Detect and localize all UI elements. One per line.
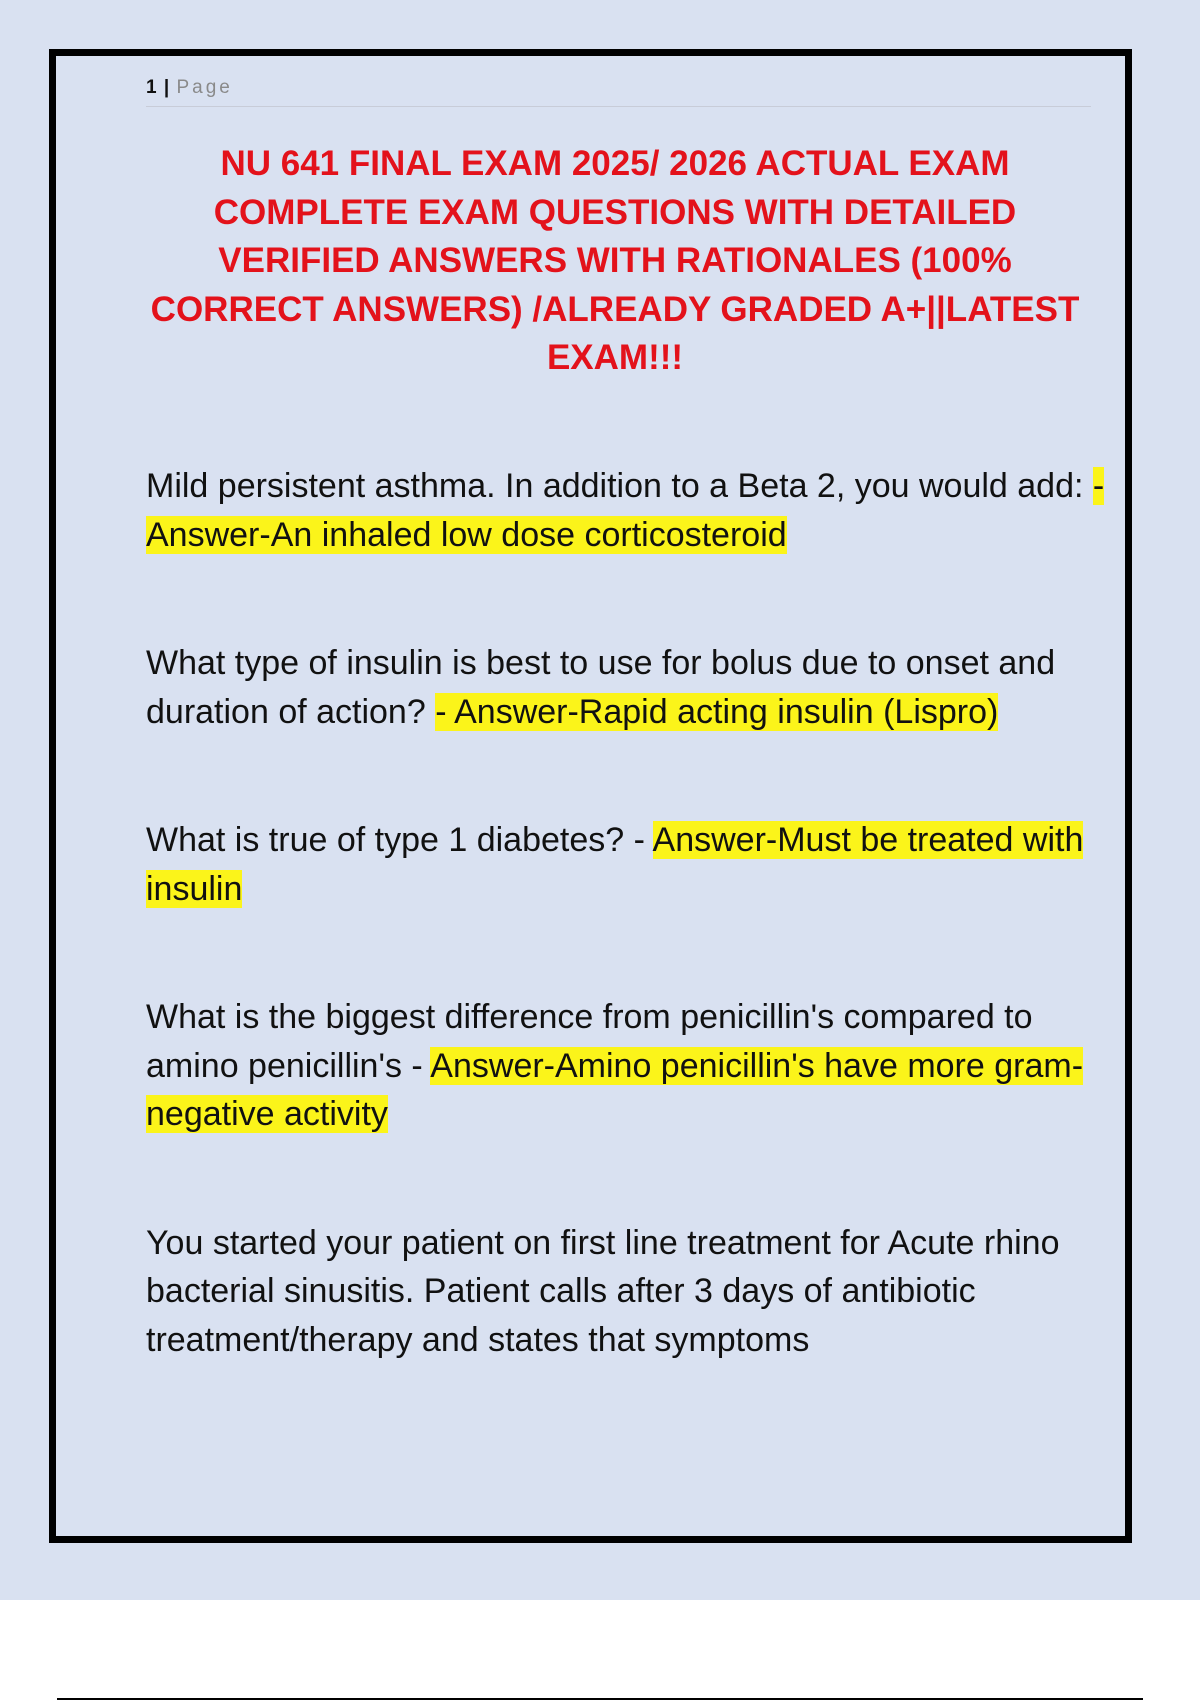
question-text: Mild persistent asthma. In addition to a Beta 2, you would add:: [146, 467, 1084, 505]
qa-item: [146, 993, 1106, 1139]
question-text: You started your patient on first line treatment for Acute rhino bacterial sinusitis. Patient calls after 3 days of antibiotic treatment/therapy and states that symptoms: [146, 1223, 1060, 1359]
question-text: What type of insulin is best to use for bolus due to onset and duration of action?: [146, 644, 1056, 731]
answer-text: Answer-Must be treated with insulin: [146, 821, 1084, 908]
page-label: Page: [176, 77, 233, 98]
page-number: 1: [146, 77, 157, 98]
question-text: What is the biggest difference from penicillin's compared to amino penicillin's -: [146, 998, 1033, 1085]
qa-item: [146, 639, 1106, 736]
qa-item: [146, 462, 1106, 559]
qa-item: [146, 1219, 1106, 1365]
document-title: NU 641 FINAL EXAM 2025/ 2026 ACTUAL EXAM COMPLETE EXAM QUESTIONS WITH DETAILED VERIFIED ANSWERS WITH RATIONALES (100% CORRECT ANSWERS) /ALREADY GRADED A+||LATEST EXAM!!!: [150, 144, 1080, 377]
page-header: [146, 74, 1091, 107]
qa-item: [146, 816, 1106, 913]
page-separator: |: [163, 77, 170, 98]
qa-list: [146, 462, 1106, 1364]
question-text: What is true of type 1 diabetes? -: [146, 821, 645, 859]
answer-text: Answer-Amino penicillin's have more gram-negative activity: [146, 1046, 1084, 1133]
answer-text: - Answer-Rapid acting insulin (Lispro): [435, 692, 999, 731]
answer-text: - Answer-An inhaled low dose corticosteroid: [146, 467, 1105, 554]
